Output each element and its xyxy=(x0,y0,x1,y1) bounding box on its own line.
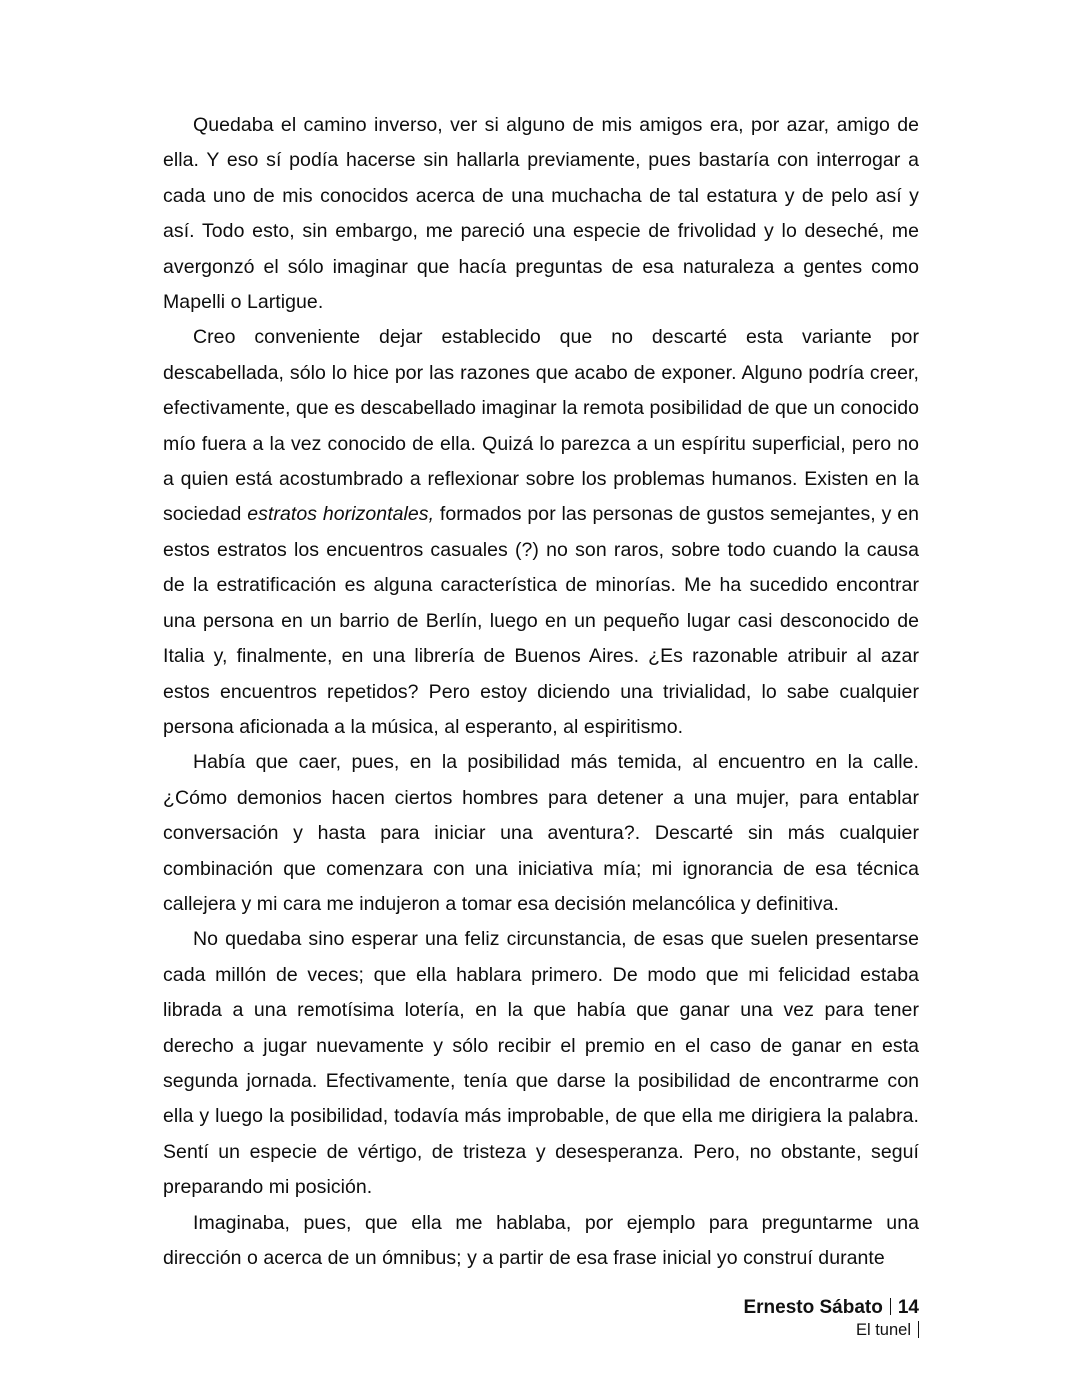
footer-author: Ernesto Sábato xyxy=(743,1297,883,1319)
paragraph-3: Había que caer, pues, en la posibilidad más temida, al encuentro en la calle. ¿Cómo demonios hacen ciertos hombres para detener a una mujer, para entablar conversación y hasta para iniciar una aventura?. Descarté sin más cualquier combinación que comenzara con una iniciativa mía; mi ignorancia de esa técnica callejera y mi cara me indujeron a tomar esa decisión melancólica y definitiva. xyxy=(163,751,919,915)
page-footer xyxy=(743,1297,919,1340)
paragraph-1: Quedaba el camino inverso, ver si alguno de mis amigos era, por azar, amigo de ella. Y eso sí podía hacerse sin hallarla previamente, pues bastaría con interrogar a cada uno de mis conocidos acerca de una muchacha de tal estatura y de pelo así y así. Todo esto, sin embargo, me pareció una especie de frivolidad y lo deseché, me avergonzó el sólo imaginar que hacía preguntas de esa naturaleza a gentes como Mapelli o Lartigue. xyxy=(163,114,919,314)
paragraph-5: Imaginaba, pues, que ella me hablaba, por ejemplo para preguntarme una dirección o acerca de un ómnibus; y a partir de esa frase inicial yo construí durante xyxy=(163,1211,919,1269)
paragraph-2 xyxy=(163,320,919,745)
footer-title: El tunel xyxy=(855,1320,911,1339)
paragraph-2-text-after: formados por las personas de gustos semejantes, y en estos estratos los encuentros casuales (?) no son raros, sobre todo cuando la causa de la estratificación es alguna característica de minorías. Me ha sucedido encontrar una persona en un barrio de Berlín, luego en un pequeño lugar casi desconocido de Italia y, finalmente, en una librería de Buenos Aires. ¿Es razonable atribuir al azar estos encuentros repetidos? Pero estoy diciendo una trivialidad, lo sabe cualquier persona aficionada a la música, al esperanto, al espiritismo. xyxy=(163,503,919,738)
footer-divider-icon xyxy=(890,1298,891,1315)
footer-author-and-page xyxy=(743,1297,919,1319)
footer-page-number: 14 xyxy=(897,1297,919,1319)
paragraph-4: No quedaba sino esperar una feliz circunstancia, de esas que suelen presentarse cada millón de veces; que ella hablara primero. De modo que mi felicidad estaba librada a una remotísima lotería, en la que había que ganar una vez para tener derecho a jugar nuevamente y sólo recibir el premio en el caso de ganar en esta segunda jornada. Efectivamente, tenía que darse la posibilidad de encontrarme con ella y luego la posibilidad, todavía más improbable, de que ella me dirigiera la palabra. Sentí un especie de vértigo, de tristeza y desesperanza. Pero, no obstante, seguí preparando mi posición. xyxy=(163,928,919,1199)
footer-divider-tail-icon xyxy=(918,1321,919,1338)
paragraph-2-emphasis: estratos horizontales, xyxy=(247,503,435,526)
paragraph-2-text-before: Creo conveniente dejar establecido que no descarté esta variante por descabellada, sólo lo hice por las razones que acabo de exponer. Alguno podría creer, efectivamente, que es descabellado imaginar la remota posibilidad de que un conocido mío fuera a la vez conocido de ella. Quizá lo parezca a un espíritu superficial, pero no a quien está acostumbrado a reflexionar sobre los problemas humanos. Existen en la sociedad xyxy=(163,326,919,526)
footer-title-line xyxy=(743,1321,919,1340)
page-text-body xyxy=(163,108,919,1276)
